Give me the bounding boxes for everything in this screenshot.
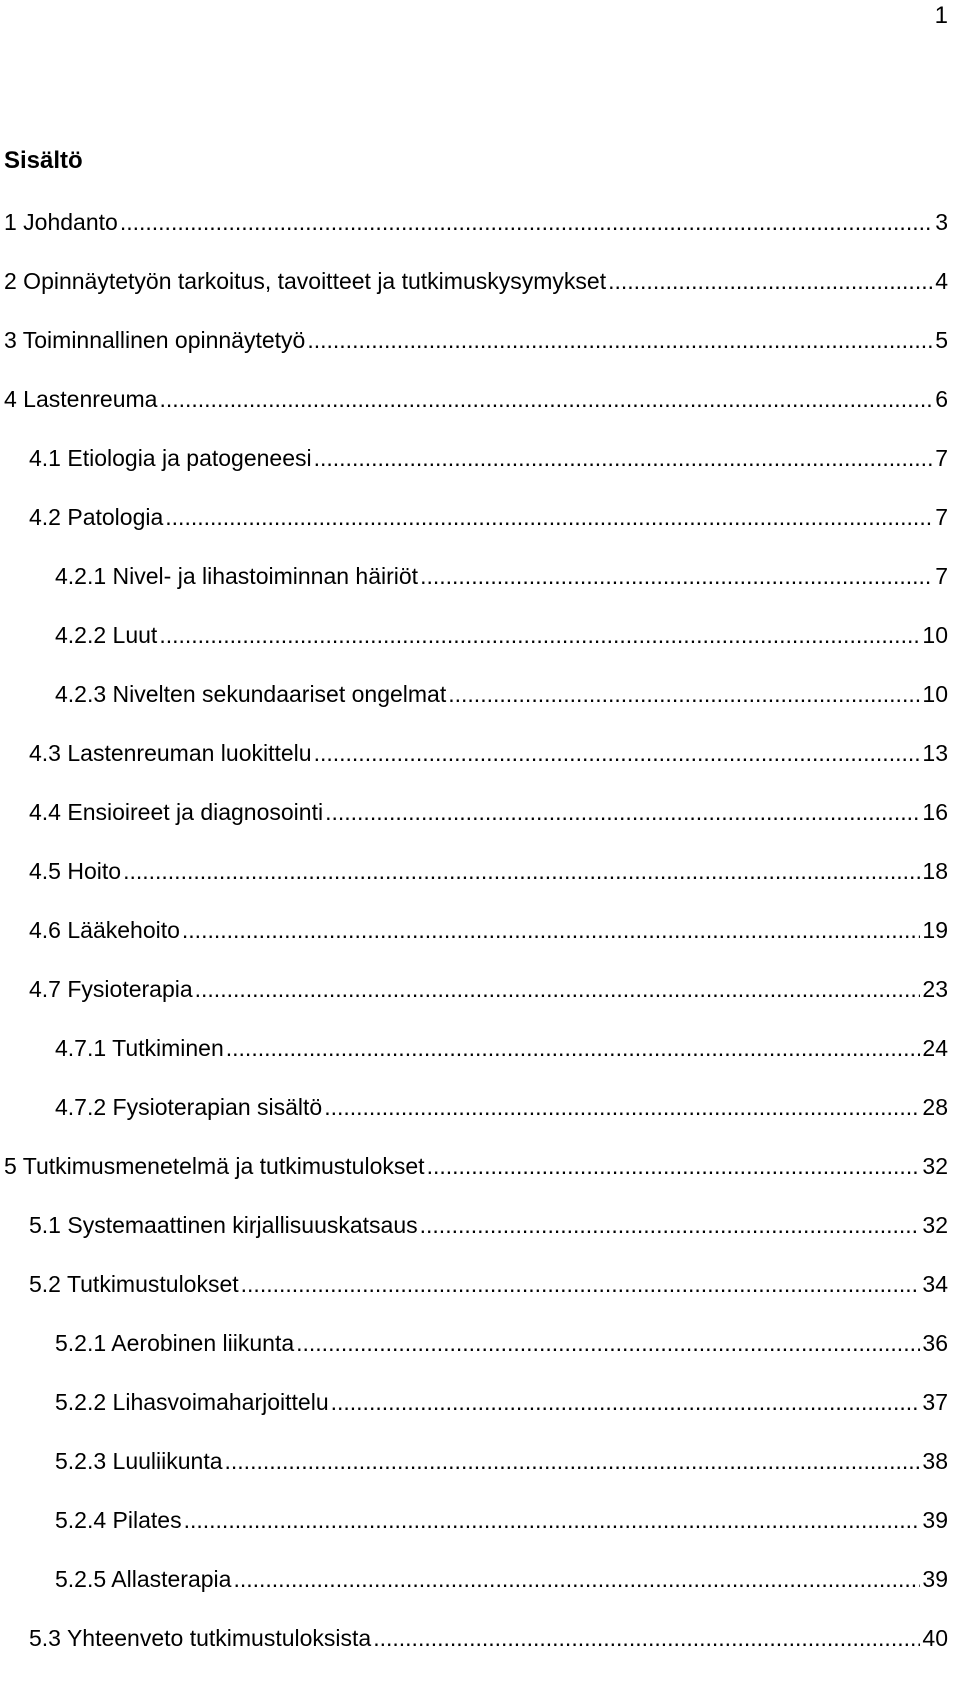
toc-entry[interactable]: [4, 208, 948, 267]
toc-entry[interactable]: [4, 975, 948, 1034]
toc-entry[interactable]: [4, 916, 948, 975]
toc-entry-page: 10: [922, 681, 948, 707]
dot-leader: [608, 267, 933, 295]
toc-entry-label: 5.3 Yhteenveto tutkimustuloksista: [29, 1625, 372, 1651]
toc-entry[interactable]: [4, 267, 948, 326]
toc-entry-label: 4 Lastenreuma: [4, 386, 158, 412]
toc-title: Sisältö: [4, 147, 83, 174]
dot-leader: [324, 1093, 920, 1121]
toc-entry[interactable]: [4, 1447, 948, 1506]
toc-entry-label: 3 Toiminnallinen opinnäytetyö: [4, 327, 306, 353]
toc-entry-label: 4.7.2 Fysioterapian sisältö: [55, 1094, 323, 1120]
toc-entry[interactable]: [4, 1152, 948, 1211]
toc-entry-label: 5.2.5 Allasterapia: [55, 1566, 232, 1592]
toc-entry-page: 37: [922, 1389, 948, 1415]
toc-entry[interactable]: [4, 739, 948, 798]
toc-entry-label: 5.2.4 Pilates: [55, 1507, 182, 1533]
toc-entry-page: 40: [922, 1625, 948, 1651]
toc-entry-page: 39: [922, 1507, 948, 1533]
toc-entry[interactable]: [4, 1211, 948, 1270]
toc-entry-page: 28: [922, 1094, 948, 1120]
dot-leader: [241, 1270, 921, 1298]
toc-entry-label: 4.7.1 Tutkiminen: [55, 1035, 224, 1061]
toc-entry-label: 4.1 Etiologia ja patogeneesi: [29, 445, 312, 471]
dot-leader: [225, 1447, 921, 1475]
toc-entry-label: 1 Johdanto: [4, 209, 118, 235]
toc-entry-page: 18: [922, 858, 948, 884]
toc-entry-label: 4.2.3 Nivelten sekundaariset ongelmat: [55, 681, 447, 707]
toc-entry-page: 4: [935, 268, 948, 294]
dot-leader: [184, 1506, 921, 1534]
dot-leader: [307, 326, 933, 354]
dot-leader: [123, 857, 920, 885]
dot-leader: [448, 680, 920, 708]
toc-entry-page: 7: [935, 563, 948, 589]
toc-entry[interactable]: [4, 1565, 948, 1624]
dot-leader: [331, 1388, 921, 1416]
toc-entry-label: 5.1 Systemaattinen kirjallisuuskatsaus: [29, 1212, 418, 1238]
page-number: 1: [934, 2, 948, 29]
toc-entry-page: 5: [935, 327, 948, 353]
toc-entry-label: 5.2.2 Lihasvoimaharjoittelu: [55, 1389, 329, 1415]
dot-leader: [420, 562, 933, 590]
toc-entry[interactable]: [4, 857, 948, 916]
dot-leader: [120, 208, 933, 236]
toc-entry[interactable]: [4, 680, 948, 739]
toc-entry-page: 3: [935, 209, 948, 235]
toc-entry-page: 6: [935, 386, 948, 412]
dot-leader: [159, 621, 920, 649]
toc-entry-page: 7: [935, 445, 948, 471]
toc-entry-label: 4.4 Ensioireet ja diagnosointi: [29, 799, 324, 825]
toc-entry-label: 4.2.1 Nivel- ja lihastoiminnan häiriöt: [55, 563, 419, 589]
toc-entry-label: 4.5 Hoito: [29, 858, 122, 884]
toc-entry-page: 19: [922, 917, 948, 943]
toc-entry-page: 24: [922, 1035, 948, 1061]
toc-entry[interactable]: [4, 1093, 948, 1152]
toc-entry-label: 4.6 Lääkehoito: [29, 917, 180, 943]
dot-leader: [314, 739, 921, 767]
toc-entry-label: 5.2 Tutkimustulokset: [29, 1271, 239, 1297]
dot-leader: [195, 975, 921, 1003]
toc-entry-label: 2 Opinnäytetyön tarkoitus, tavoitteet ja tutkimuskysymykset: [4, 268, 607, 294]
dot-leader: [420, 1211, 921, 1239]
dot-leader: [427, 1152, 921, 1180]
toc-entry[interactable]: [4, 1388, 948, 1447]
toc-entry[interactable]: [4, 1329, 948, 1388]
toc-entry-label: 4.3 Lastenreuman luokittelu: [29, 740, 312, 766]
toc-entry[interactable]: [4, 621, 948, 680]
toc-entry-label: 5 Tutkimusmenetelmä ja tutkimustulokset: [4, 1153, 425, 1179]
toc-entry[interactable]: [4, 444, 948, 503]
toc-entry[interactable]: [4, 1624, 948, 1683]
dot-leader: [373, 1624, 920, 1652]
toc-entry-label: 5.2.3 Luuliikunta: [55, 1448, 223, 1474]
toc-entry[interactable]: [4, 562, 948, 621]
dot-leader: [314, 444, 934, 472]
toc-entry[interactable]: [4, 1506, 948, 1565]
toc-entry[interactable]: [4, 798, 948, 857]
toc-entry[interactable]: [4, 326, 948, 385]
toc-entry-page: 39: [922, 1566, 948, 1592]
dot-leader: [165, 503, 933, 531]
toc-entry-label: 4.2 Patologia: [29, 504, 164, 530]
toc-entry[interactable]: [4, 503, 948, 562]
dot-leader: [182, 916, 921, 944]
table-of-contents: [4, 208, 948, 1683]
toc-entry-page: 16: [922, 799, 948, 825]
toc-entry-page: 7: [935, 504, 948, 530]
toc-entry-page: 36: [922, 1330, 948, 1356]
toc-entry-label: 5.2.1 Aerobinen liikunta: [55, 1330, 295, 1356]
dot-leader: [296, 1329, 920, 1357]
toc-entry-page: 38: [922, 1448, 948, 1474]
toc-entry-page: 23: [922, 976, 948, 1002]
toc-entry-label: 4.7 Fysioterapia: [29, 976, 193, 1002]
dot-leader: [233, 1565, 920, 1593]
dot-leader: [226, 1034, 921, 1062]
toc-entry[interactable]: [4, 385, 948, 444]
toc-entry[interactable]: [4, 1034, 948, 1093]
toc-entry-page: 32: [922, 1212, 948, 1238]
toc-entry-page: 32: [922, 1153, 948, 1179]
toc-entry-label: 4.2.2 Luut: [55, 622, 158, 648]
toc-entry-page: 13: [922, 740, 948, 766]
dot-leader: [325, 798, 920, 826]
dot-leader: [159, 385, 933, 413]
toc-entry-page: 10: [922, 622, 948, 648]
toc-entry-page: 34: [922, 1271, 948, 1297]
toc-entry[interactable]: [4, 1270, 948, 1329]
